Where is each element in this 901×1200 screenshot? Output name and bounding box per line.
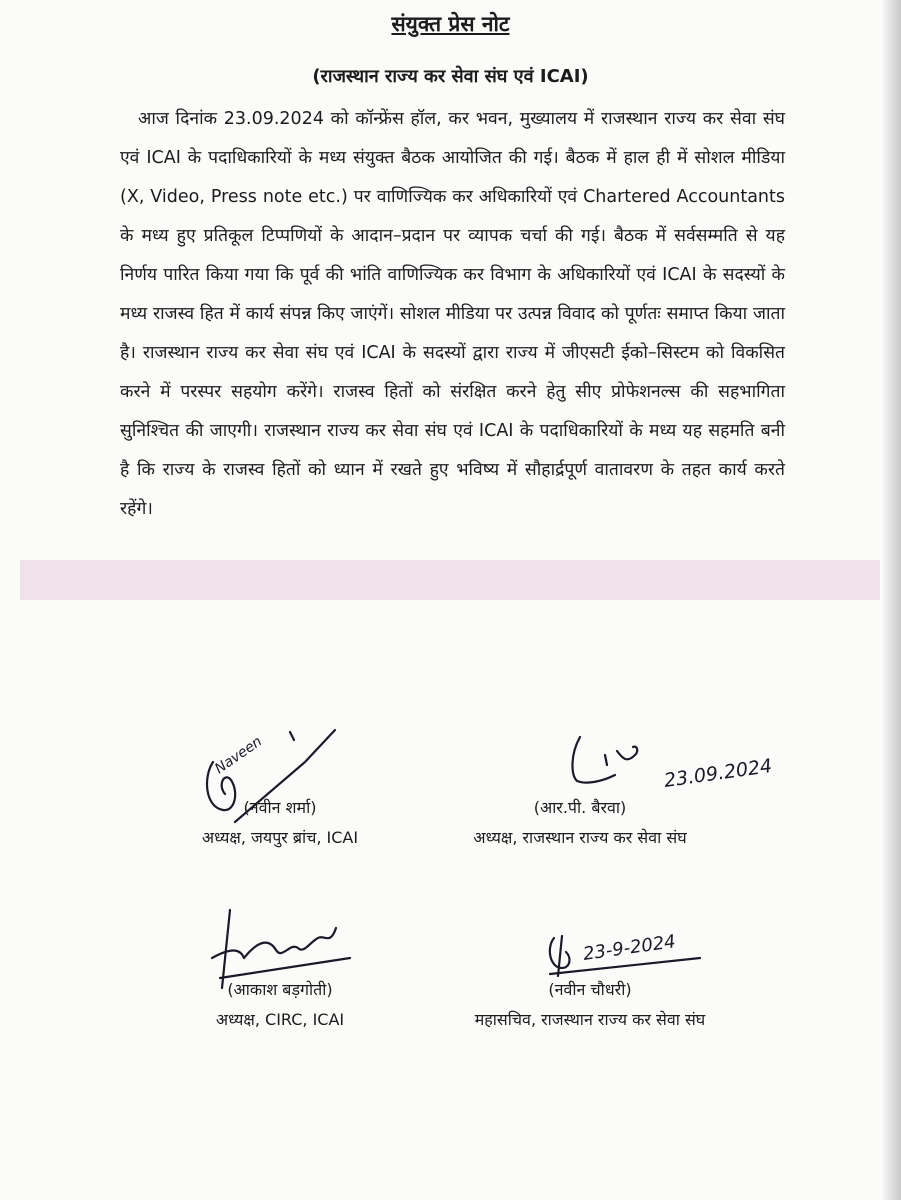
signatory-role: महासचिव, राजस्थान राज्य कर सेवा संघ bbox=[474, 1010, 706, 1029]
document-body: आज दिनांक 23.09.2024 को कॉन्फ्रेंस हॉल, कर भवन, मुख्यालय में राजस्थान राज्य कर सेवा संघ एवं ICAI के पदाधिकारियों के मध्य संयुक्त बैठक आयोजित की गई। बैठक में हाल ही में सोशल मीडिया (X, Video, Press note etc.) पर वाणिज्यिक कर अधिकारियों एवं Chartered Accountants के मध्य हुए प्रतिकूल टिप्पणियों के आदान–प्रदान पर व्यापक चर्चा की गई। बैठक में सर्वसम्मति से यह निर्णय पारित किया गया कि पूर्व की भांति वाणिज्यिक कर विभाग के अधिकारियों एवं ICAI के सदस्यों के मध्य राजस्व हित में कार्य संपन्न किए जाएंगें। सोशल मीडिया पर उत्पन्न विवाद को पूर्णतः समाप्त किया जाता है। राजस्थान राज्य कर सेवा संघ एवं ICAI के सदस्यों द्वारा राज्य में जीएसटी ईको–सिस्टम को विकसित करने में परस्पर सहयोग करेंगे। राजस्व हितों को संरक्षित करने हेतु सीए प्रोफेशनल्स की सहभागिता सुनिश्चित की जाएगी। राजस्थान राज्य कर सेवा संघ एवं ICAI के पदाधिकारियों के मध्य यह सहमति बनी है कि राज्य के राजस्व हितों को ध्यान में रखते हुए भविष्य में सौहार्द्रपूर्ण वातावरण के तहत कार्य करते रहेंगे। bbox=[120, 109, 785, 519]
signature-date-chaudhary: 23-9-2024 bbox=[581, 931, 677, 965]
document-title: संयुक्त प्रेस नोट bbox=[391, 12, 510, 36]
document-subtitle: (राजस्थान राज्य कर सेवा संघ एवं ICAI) bbox=[312, 66, 589, 87]
signature-rp-bairwa bbox=[565, 715, 785, 795]
signatory-role: अध्यक्ष, जयपुर ब्रांच, ICAI bbox=[201, 828, 359, 847]
signatory-name: (नवीन चौधरी) bbox=[548, 980, 632, 999]
svg-text:Naveen: Naveen bbox=[212, 733, 266, 778]
signatory-block bbox=[420, 796, 740, 848]
signatory-block bbox=[160, 796, 400, 848]
signatory-name: (नवीन शर्मा) bbox=[243, 798, 317, 817]
paper-edge-shadow bbox=[883, 0, 901, 1200]
signature-date-bairwa: 23.09.2024 bbox=[662, 755, 774, 792]
signatory-name: (आर.पी. बैरवा) bbox=[533, 798, 627, 817]
signatory-block bbox=[150, 978, 410, 1030]
signatory-role: अध्यक्ष, राजस्थान राज्य कर सेवा संघ bbox=[473, 828, 687, 847]
signatory-role: अध्यक्ष, CIRC, ICAI bbox=[215, 1010, 345, 1029]
signatory-name: (आकाश बड़गोती) bbox=[227, 980, 333, 999]
signatory-block bbox=[420, 978, 760, 1030]
paper-fold bbox=[20, 560, 880, 600]
